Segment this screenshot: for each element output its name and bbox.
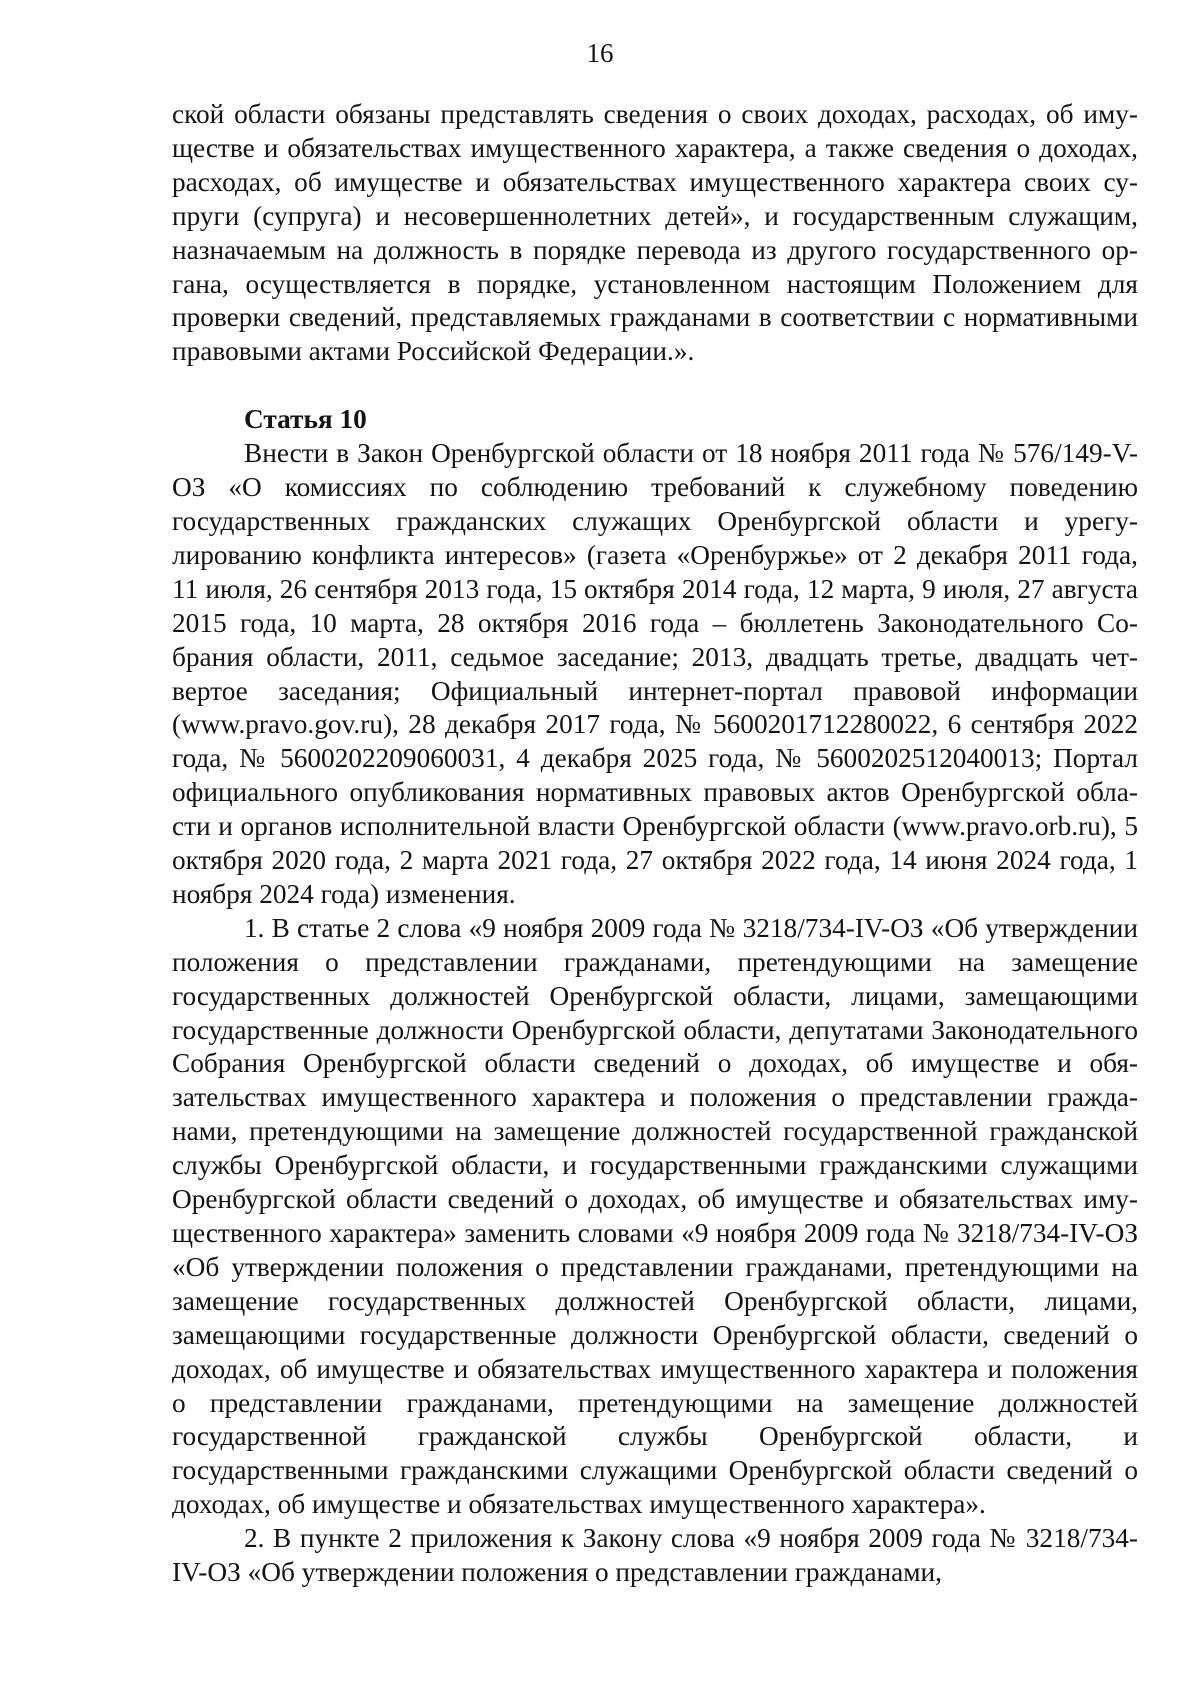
document-body bbox=[172, 98, 1138, 1590]
paragraph-spacer bbox=[172, 369, 1138, 403]
item-2-paragraph: 2. В пункте 2 приложения к Закону слова «9 ноября 2009 года № 3218/734-IV-ОЗ «Об утверждении положения о представлении гражданами, bbox=[172, 1523, 1138, 1588]
page-number: 16 bbox=[586, 38, 614, 68]
article-heading: Статья 10 bbox=[244, 404, 367, 435]
item-1-paragraph: 1. В статье 2 слова «9 ноября 2009 года № 3218/734-IV-ОЗ «Об утверждении положения о представлении гражданами, претендующими на замещение государственных должностей Оренбургской области, лицами, замещающими государственные должности Оренбургской области, депутатами Законодательного Собрания Оренбургской области сведений о доходах, об имуществе и обязательствах имущественного характера и положения о представлении гражданами, претендующими на замещение должностей государственной гражданской службы Оренбургской области, и государственными гражданскими служащими Оренбургской области сведений о доходах, об имуществе и обязательствах имущественного характера» заменить словами «9 ноября 2009 года № 3218/734-IV-ОЗ «Об утверждении положения о представлении гражданами, претендующими на замещение государственных должностей Оренбургской области, лицами, замещающими государственные должности Оренбургской области, сведений о доходах, об имуществе и обязательствах имущественного характера и положения о представлении гражданами, претендующими на замещение должностей государственной гражданской службы Оренбургской области, и государственными гражданскими служащими Оренбургской области сведений о доходах, об имуществе и обязательствах имущественного характера». bbox=[172, 912, 1138, 1520]
article-intro-paragraph: Внести в Закон Оренбургской области от 18 ноября 2011 года № 576/149-V-ОЗ «О комиссиях по соблюдению требований к служебному поведению государственных гражданских служащих Оренбургской области и урегулированию конфликта интересов» (газета «Оренбуржье» от 2 декабря 2011 года, 11 июля, 26 сентября 2013 года, 15 октября 2014 года, 12 марта, 9 июля, 27 августа 2015 года, 10 марта, 28 октября 2016 года – бюллетень Законодательного Собрания области, 2011, седьмое заседание; 2013, двадцать третье, двадцать четвертое заседания; Официальный интернет-портал правовой информации (www.pravo.gov.ru), 28 декабря 2017 года, № 5600201712280022, 6 сентября 2022 года, № 5600202209060031, 4 декабря 2025 года, № 5600202512040013; Портал официального опубликования нормативных правовых актов Оренбургской области и органов исполнительной власти Оренбургской области (www.pravo.orb.ru), 5 октября 2020 года, 2 марта 2021 года, 27 октября 2022 года, 14 июня 2024 года, 1 ноября 2024 года) изменения. bbox=[172, 438, 1138, 909]
continuation-paragraph: ской области обязаны представлять сведения о своих доходах, расходах, об имуществе и обязательствах имущественного характера, а также сведения о доходах, расходах, об имуществе и обязательствах имущественного характера своих супруги (супруга) и несовершеннолетних детей», и государственным служащим, назначаемым на должность в порядке перевода из другого государственного органа, осуществляется в порядке, установленном настоящим Положением для проверки сведений, представляемых гражданами в соответствии с нормативными правовыми актами Российской Федерации.». bbox=[172, 99, 1138, 367]
